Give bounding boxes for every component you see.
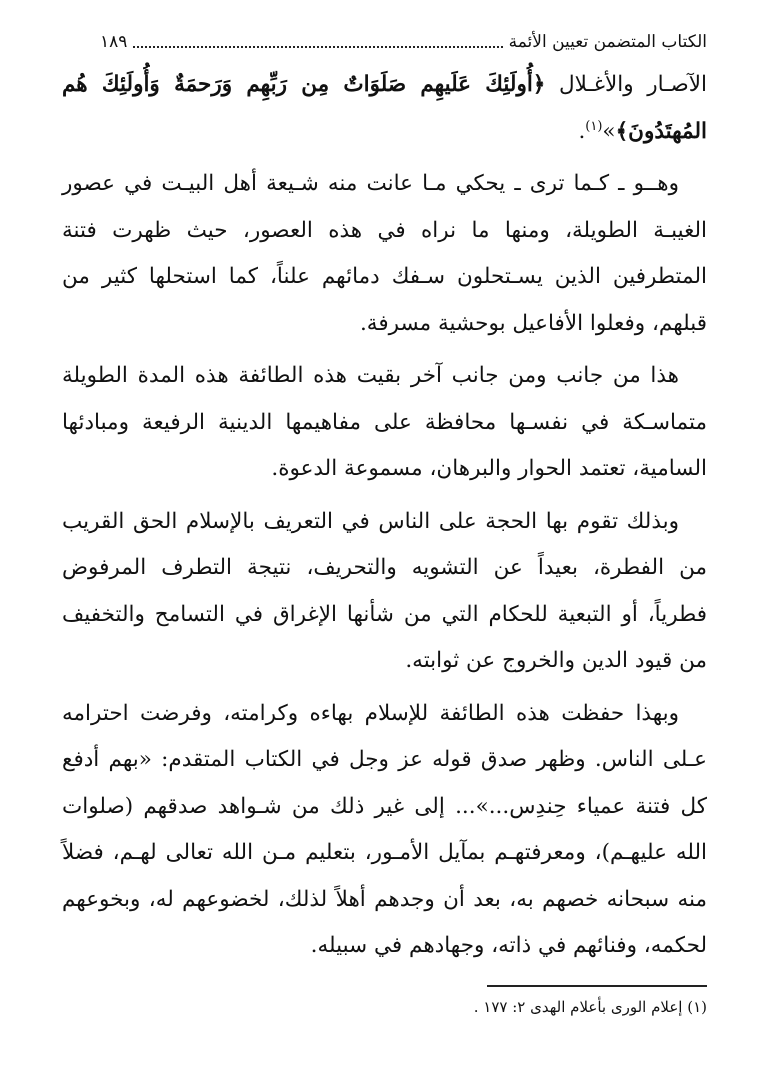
paragraph-1-lead: الآصـار والأغـلال [559, 72, 707, 97]
paragraph-1-end: . [578, 118, 586, 144]
closing-quote: » [602, 118, 616, 144]
footnote-reference: (١) [585, 118, 603, 134]
quran-verse: ﴿أُولَئِكَ عَلَيهِم صَلَوَاتٌ مِن رَبِّهِم وَرَحمَةٌ وَأُولَئِكَ هُم المُهتَدُونَ﴾ [62, 72, 707, 144]
paragraph-3: هذا من جانب ومن جانب آخر بقيت هذه الطائفة هذه المدة الطويلة متماسـكة في نفسـها محافظة على مفاهيمها الدينية الرفيعة ومبادئها السامية، تعتمد الحوار والبرهان، مسموعة الدعوة. [62, 363, 707, 481]
header-title: الكتاب المتضمن تعيين الأئمة [508, 32, 707, 52]
paragraph-1 [62, 62, 707, 155]
footnote-separator [487, 985, 707, 987]
main-text [62, 62, 707, 970]
paragraph-2: وهــو ـ كـما ترى ـ يحكي مـا عانت منه شـيعة أهل البيـت في عصور الغيبـة الطويلة، ومنها ما نراه في هذه العصور، حيث ظهرت فتنة المتطرفين الذين يسـتحلون سـفك دمائهم علناً، كما استحلها كثير من قبلهم، وفعلوا الأفاعيل بوحشية مسرفة. [62, 171, 707, 336]
page-number: ١٨٩ [100, 32, 128, 52]
footnote-1: (١) إعلام الورى بأعلام الهدى ٢: ١٧٧ . [473, 998, 707, 1016]
paragraph-5: وبهذا حفظت هذه الطائفة للإسلام بهاءه وكرامته، وفرضت احترامه عـلى الناس. وظهر صدق قوله عز وجل في الكتاب المتقدم: «بهم أدفع كل فتنة عمياء حِندِس...»... إلى غير ذلك من شـواهد صدقهم (صلوات الله عليهـم)، ومعرفتهـم بمآيل الأمـور، بتعليم مـن الله تعالى لهـم، فضلاً منه سبحانه خصهم به، بعد أن وجدهم أهلاً لذلك، لخضوعهم له، وبخوعهم لحكمه، وفنائهم في ذاته، وجهادهم في سبيله. [62, 700, 707, 958]
header-dot-leader [133, 45, 502, 48]
running-header [100, 26, 707, 54]
paragraph-4: وبذلك تقوم بها الحجة على الناس في التعريف بالإسلام الحق القريب من الفطرة، بعيداً عن التشويه والتحريف، نتيجة التطرف المرفوض فطرياً، أو التبعية للحكام التي من شأنها الإغراق في التسامح والتخفيف من قيود الدين والخروج عن ثوابته. [62, 508, 707, 673]
